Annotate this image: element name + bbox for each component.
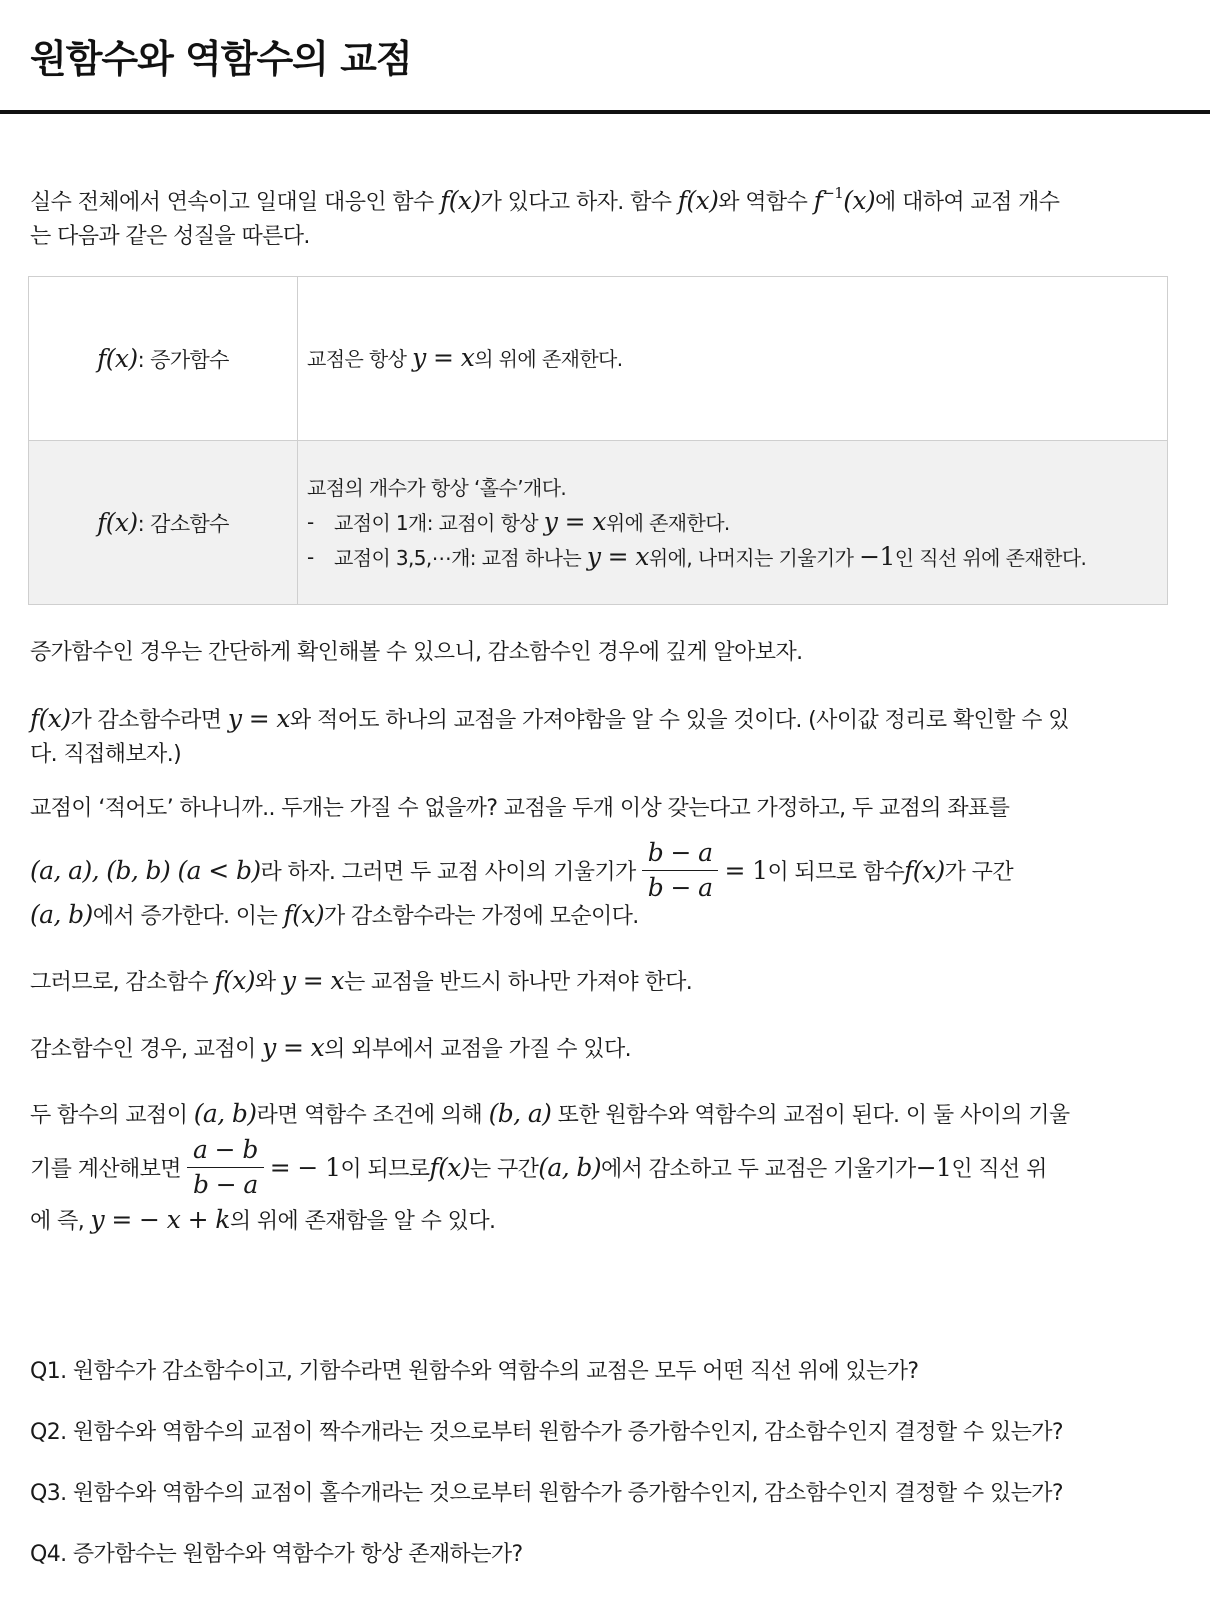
page-title: 원함수와 역함수의 교점 — [30, 37, 412, 81]
slope-fraction: $\frac{a - b}{b - a}$ — [187, 1133, 264, 1202]
paragraph-4: 그러므로, 감소함수 f(x)와 y = x는 교점을 반드시 하나만 가져야 한다. — [30, 966, 693, 995]
intro-paragraph: 실수 전체에서 연속이고 일대일 대응인 함수 f(x)가 있다고 하자. 함수 f(x)와 역함수 $f^{-1}(x)$에 대하여 교점 개수 는 다음과 같은 성질을 따른다. — [30, 184, 1060, 249]
row-label-decreasing: f(x) : 감소함수 — [29, 441, 298, 604]
question-2: Q2. 원함수와 역함수의 교점이 짝수개라는 것으로부터 원함수가 증가함수인지, 감소함수인지 결정할 수 있는가? — [30, 1420, 1063, 1445]
question-3: Q3. 원함수와 역함수의 교점이 홀수개라는 것으로부터 원함수가 증가함수인지, 감소함수인지 결정할 수 있는가? — [30, 1481, 1063, 1506]
paragraph-2: f(x)가 감소함수라면 y = x와 적어도 하나의 교점을 가져야함을 알 수 있을 것이다. (사이값 정리로 확인할 수 있 다. 직접해보자.) — [30, 704, 1069, 767]
row-content-increasing: 교점은 항상 y = x의 위에 존재한다. — [307, 343, 623, 372]
slope-fraction: $\frac{b - a}{b - a}$ — [642, 836, 719, 905]
table-row-decreasing — [29, 440, 1167, 604]
list-item: - 교점이 1개: 교점이 항상 y = x위에 존재한다. — [307, 506, 730, 536]
question-1: Q1. 원함수가 감소함수이고, 기함수라면 원함수와 역함수의 교점은 모두 어떤 직선 위에 있는가? — [30, 1359, 919, 1384]
properties-table — [28, 276, 1168, 605]
list-item: - 교점이 3,5,⋯개: 교점 하나는 y = x위에, 나머지는 기울기가 −1인 직선 위에 존재한다. — [307, 541, 1087, 571]
row-label-increasing: f(x) : 증가함수 — [29, 277, 298, 440]
title-divider — [0, 110, 1210, 114]
paragraph-1: 증가함수인 경우는 간단하게 확인해볼 수 있으니, 감소함수인 경우에 깊게 알아보자. — [30, 640, 803, 665]
paragraph-5: 감소함수인 경우, 교점이 y = x의 외부에서 교점을 가질 수 있다. — [30, 1033, 632, 1062]
table-row-increasing — [29, 277, 1167, 440]
paragraph-6: 두 함수의 교점이 (a, b)라면 역함수 조건에 의해 (b, a) 또한 원함수와 역함수의 교점이 된다. 이 둘 사이의 기울 기를 계산해보면 $\frac{a - b}{b - a}$ = − 1 이 되므로 f(x) 는 구간 (a, b) 에서 감소하고 두 교점은 기울기가 −1 인 직선 위 에 즉, y = − x + k의 위에 존재함을 알 수 있다. — [30, 1099, 1070, 1234]
question-4: Q4. 증가함수는 원함수와 역함수가 항상 존재하는가? — [30, 1542, 523, 1567]
row-content-decreasing: 교점의 개수가 항상 ‘홀수’개다. - 교점이 1개: 교점이 항상 y = x위에 존재한다. - 교점이 3,5,⋯개: 교점 하나는 y = x위에, 나머지는 기울기가 −1인 직선 위에 존재한다. — [298, 441, 1167, 604]
paragraph-3: 교점이 ‘적어도’ 하나니까.. 두개는 가질 수 없을까? 교점을 두개 이상 갖는다고 가정하고, 두 교점의 좌표를 (a, a), (b, b) (a < b) 라 하자. 그러면 두 교점 사이의 기울기가 $\frac{b - a}{b - a}$ = 1 이 되므로 함수 f(x) 가 구간 (a, b)에서 증가한다. 이는 f(x)가 감소함수라는 가정에 모순이다. — [30, 796, 1013, 929]
